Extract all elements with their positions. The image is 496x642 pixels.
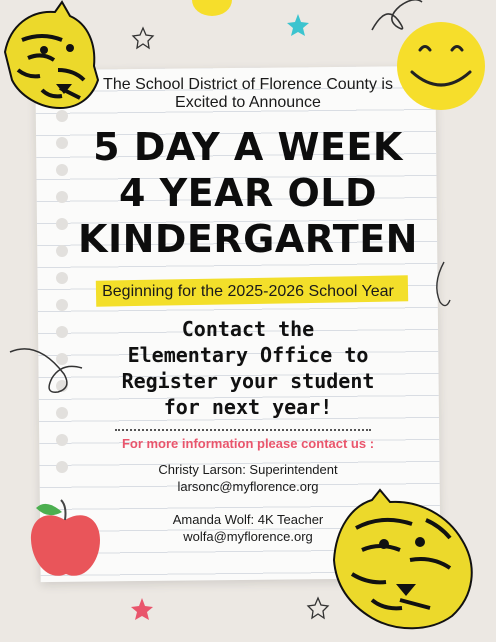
beginning-year-line: Beginning for the 2025-2026 School Year <box>102 283 394 300</box>
dotted-divider <box>115 429 371 431</box>
headline-line-1: 5 DAY A WEEK <box>93 125 403 169</box>
star-icon <box>131 598 153 620</box>
intro-line-1: The School District of Florence County is <box>103 76 393 93</box>
contact-line-4: for next year! <box>163 395 333 419</box>
star-outline-icon <box>133 28 153 48</box>
contact2-email[interactable]: wolfa@myflorence.org <box>183 529 313 544</box>
headline-line-3: KINDERGARTEN <box>78 217 418 261</box>
contact2-name: Amanda Wolf: 4K Teacher <box>172 512 324 527</box>
contact1-email[interactable]: larsonc@myflorence.org <box>177 479 319 494</box>
headline-line-2: 4 YEAR OLD <box>118 171 378 215</box>
intro-line-2: Excited to Announce <box>175 94 321 111</box>
wildcat-mascot-icon <box>334 490 472 628</box>
squiggle-icon <box>372 0 422 30</box>
star-icon <box>287 14 309 36</box>
more-info-line: For more information please contact us : <box>121 436 375 451</box>
yellow-circle-icon <box>192 0 232 16</box>
contact-line-1: Contact the <box>181 317 315 341</box>
contact-line-3: Register your student <box>121 369 375 393</box>
star-outline-icon <box>308 598 328 618</box>
contact1-name: Christy Larson: Superintendent <box>158 462 338 477</box>
contact-line-2: Elementary Office to <box>127 343 369 367</box>
